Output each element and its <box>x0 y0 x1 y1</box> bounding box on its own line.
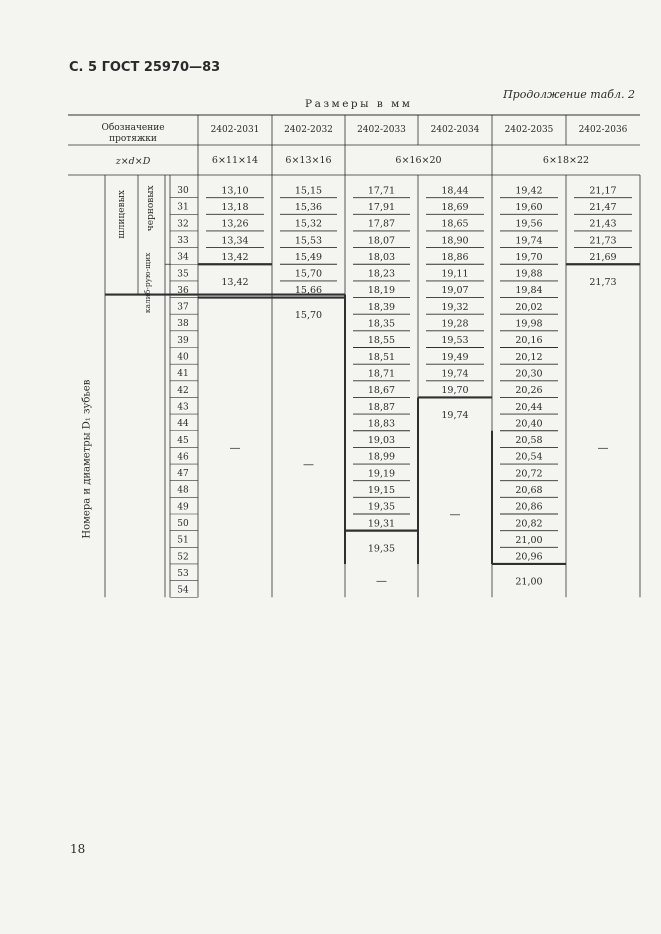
designation-cell: 2402-2035 <box>504 125 554 135</box>
diameter-value: 18,44 <box>441 185 469 197</box>
size-cell: 6×16×20 <box>395 155 442 166</box>
diameter-value: 19,35 <box>367 543 396 555</box>
diameter-value: 18,19 <box>367 285 396 297</box>
size-cell: 6×13×16 <box>285 155 332 166</box>
tooth-number: 39 <box>177 335 189 346</box>
tooth-number: 44 <box>177 419 189 430</box>
size-cell: 6×11×14 <box>211 155 259 166</box>
tooth-number: 40 <box>177 352 189 363</box>
diameter-value: 19,03 <box>367 435 396 447</box>
diameter-value: 19,88 <box>515 268 543 280</box>
group-label-spline: шлицевых <box>117 190 127 239</box>
empty-cell-dash: — <box>376 574 387 588</box>
tooth-number: 30 <box>177 186 189 196</box>
diameter-value: 19,31 <box>367 518 396 530</box>
diameter-value: 19,19 <box>367 468 396 480</box>
diameter-value: 21,47 <box>589 201 617 213</box>
tooth-number: 47 <box>177 469 189 480</box>
diameter-value: 20,58 <box>515 435 543 447</box>
tooth-number: 48 <box>177 485 189 496</box>
diameter-value: 15,36 <box>294 201 323 213</box>
diameter-value: 19,70 <box>441 385 469 397</box>
diameter-value: 19,84 <box>515 285 543 297</box>
diameter-value: 21,00 <box>515 576 543 588</box>
size-cell: 6×18×22 <box>542 155 590 166</box>
diameter-value: 15,70 <box>294 310 323 322</box>
diameter-value: 20,82 <box>515 518 543 530</box>
diameter-value: 19,74 <box>441 410 469 422</box>
diameter-value: 19,70 <box>515 251 543 263</box>
diameter-value: 18,69 <box>441 201 469 213</box>
diameter-value: 20,02 <box>515 301 543 313</box>
tooth-number: 38 <box>177 319 189 330</box>
tooth-number: 31 <box>177 202 189 213</box>
diameter-value: 20,30 <box>515 368 543 380</box>
diameter-value: 18,51 <box>367 351 396 363</box>
tooth-number: 46 <box>177 452 189 463</box>
designation-cell: 2402-2034 <box>430 125 480 135</box>
empty-cell-dash: — <box>597 441 609 455</box>
designation-cell: 2402-2036 <box>578 125 628 135</box>
diameter-value: 18,65 <box>441 218 469 230</box>
diameter-value: 20,54 <box>515 451 543 463</box>
empty-cell-dash: — <box>449 508 461 521</box>
tooth-number: 36 <box>177 285 189 296</box>
diameter-value: 19,15 <box>367 485 396 497</box>
diameter-value: 19,07 <box>441 285 469 297</box>
diameter-value: 19,35 <box>367 501 396 513</box>
diameter-value: 19,56 <box>515 218 543 230</box>
diameter-value: 17,71 <box>367 185 396 197</box>
diameter-value: 20,96 <box>515 551 543 563</box>
designation-label: протяжки <box>109 134 157 144</box>
table-continuation-caption: Продолжение табл. 2 <box>503 88 635 101</box>
diameter-value: 21,17 <box>589 185 617 197</box>
diameter-value: 19,74 <box>441 368 469 380</box>
diameter-value: 20,26 <box>515 385 543 397</box>
side-label: Номера и диаметры D₁ зубьев <box>81 379 93 539</box>
tooth-number: 32 <box>177 219 189 230</box>
tooth-number: 53 <box>177 568 189 579</box>
diameter-value: 13,34 <box>221 235 249 247</box>
diameter-value: 21,00 <box>515 534 543 546</box>
tooth-number: 43 <box>177 402 189 413</box>
diameter-value: 20,40 <box>515 418 543 430</box>
diameter-value: 18,39 <box>367 301 396 313</box>
empty-cell-dash: — <box>303 458 314 472</box>
diameter-value: 13,10 <box>221 185 249 197</box>
diameter-value: 15,66 <box>294 285 323 297</box>
diameter-value: 19,74 <box>515 235 543 247</box>
diameter-value: 13,42 <box>221 251 249 263</box>
tooth-number: 42 <box>177 385 189 396</box>
diameter-value: 19,42 <box>515 185 543 197</box>
diameter-value: 21,73 <box>589 235 617 247</box>
diameter-value: 18,55 <box>367 335 396 347</box>
designation-label: Обозначение <box>101 123 165 133</box>
diameter-value: 20,72 <box>515 468 543 480</box>
tooth-number: 45 <box>177 435 189 446</box>
tooth-number: 50 <box>177 519 189 529</box>
diameter-value: 18,83 <box>367 418 396 430</box>
diameter-value: 17,91 <box>367 201 396 213</box>
diameter-value: 15,32 <box>294 218 323 230</box>
tooth-number: 34 <box>177 252 189 263</box>
diameter-value: 20,12 <box>515 351 543 363</box>
diameter-value: 13,42 <box>221 276 249 288</box>
diameter-value: 18,07 <box>367 235 396 247</box>
diameter-value: 15,53 <box>294 235 323 247</box>
group-label-rough: черновых <box>146 185 156 232</box>
diameter-value: 15,49 <box>294 251 323 263</box>
diameter-value: 19,28 <box>441 318 469 330</box>
tooth-number: 49 <box>177 502 189 513</box>
group-label-calibrating: калиб-рую-щих <box>143 252 152 314</box>
tooth-number: 35 <box>177 269 189 280</box>
designation-cell: 2402-2031 <box>210 125 260 135</box>
diameter-value: 19,49 <box>441 351 469 363</box>
diameter-value: 17,87 <box>367 218 396 230</box>
tooth-number: 37 <box>177 302 189 313</box>
diameter-value: 18,87 <box>367 401 396 413</box>
diameter-value: 18,99 <box>367 451 396 463</box>
diameter-value: 19,60 <box>515 201 543 213</box>
diameter-value: 19,32 <box>441 301 469 313</box>
tooth-number: 41 <box>177 369 189 380</box>
page-header: С. 5 ГОСТ 25970—83 <box>69 60 221 75</box>
designation-cell: 2402-2032 <box>284 125 333 135</box>
diameter-value: 19,53 <box>441 335 469 347</box>
tooth-number: 51 <box>177 535 189 546</box>
diameter-value: 20,68 <box>515 485 543 497</box>
diameter-value: 21,43 <box>589 218 617 230</box>
tooth-number: 52 <box>177 552 189 563</box>
zdD-label: z×d×D <box>115 156 151 167</box>
diameter-value: 18,86 <box>441 251 469 263</box>
tooth-number: 54 <box>177 585 189 596</box>
diameter-value: 20,44 <box>515 401 543 413</box>
designation-cell: 2402-2033 <box>357 125 406 135</box>
diameter-value: 18,67 <box>367 385 396 397</box>
diameter-value: 18,35 <box>367 318 396 330</box>
units-caption: Размеры в мм <box>305 98 413 110</box>
page-number: 18 <box>70 842 86 856</box>
tooth-number: 33 <box>177 235 189 246</box>
diameter-value: 20,86 <box>515 501 543 513</box>
diameter-value: 21,69 <box>589 251 617 263</box>
diameter-value: 18,71 <box>367 368 396 380</box>
diameter-value: 15,15 <box>294 185 323 197</box>
diameter-value: 18,90 <box>441 235 469 247</box>
diameter-value: 18,03 <box>367 251 396 263</box>
diameter-value: 13,18 <box>221 201 249 213</box>
diameter-value: 20,16 <box>515 335 543 347</box>
diameter-value: 19,11 <box>441 268 469 280</box>
diameter-value: 21,73 <box>589 276 617 288</box>
diameter-value: 15,70 <box>294 268 323 280</box>
diameter-value: 13,26 <box>221 218 249 230</box>
empty-cell-dash: — <box>229 441 241 455</box>
diameter-value: 19,98 <box>515 318 543 330</box>
diameter-value: 18,23 <box>367 268 396 280</box>
